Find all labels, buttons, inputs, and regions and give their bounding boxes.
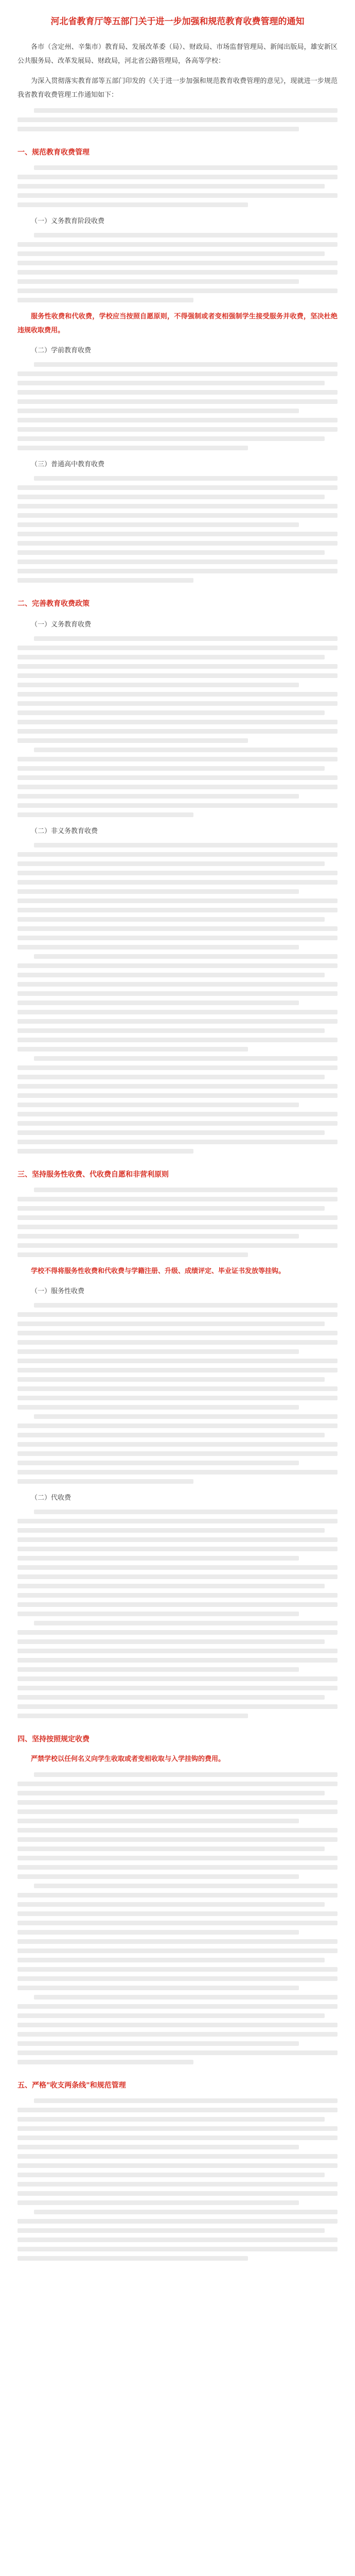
highlight-text: 严禁学校以任何名义向学生收取或者变相收取与入学挂钩的费用。	[31, 1755, 225, 1763]
subsection-heading: （一）义务教育收费	[31, 621, 92, 629]
subsection-body	[17, 1303, 338, 1484]
section-body	[17, 1188, 338, 1257]
highlight-paragraph	[17, 1264, 338, 1278]
subsection-heading: （二）非义务教育收费	[31, 827, 98, 835]
section-body	[17, 165, 338, 207]
highlight-paragraph	[17, 1752, 338, 1766]
subsection-body	[17, 636, 338, 817]
highlight-text: 服务性收费和代收费，学校应当按照自愿原则，不得强制或者变相强制学生接受服务并收费，坚决杜绝违规收取费用。	[17, 313, 338, 334]
subsection-body	[17, 843, 338, 1154]
subsection-heading: （三）普通高中教育收费	[31, 461, 105, 468]
highlight-text: 学校不得将服务性收费和代收费与学籍注册、升级、成绩评定、毕业证书发放等挂钩。	[31, 1267, 286, 1275]
subsection-body	[17, 1510, 338, 1718]
section-heading: 三、坚持服务性收费、代收费自愿和非营利原则	[17, 1171, 169, 1179]
section-body	[17, 1772, 338, 2064]
section-body	[17, 2098, 338, 2261]
subsection-heading: （二）代收费	[31, 1494, 72, 1502]
subsection-body	[17, 476, 338, 583]
subsection-heading: （一）服务性收费	[31, 1287, 85, 1295]
subsection-body	[17, 362, 338, 450]
document-title: 河北省教育厅等五部门关于进一步加强和规范教育收费管理的通知	[50, 16, 305, 27]
intro-paragraph: 为深入贯彻落实教育部等五部门印发的《关于进一步加强和规范教育收费管理的意见》，现就进一步规范我省教育收费管理工作通知如下：	[17, 77, 338, 99]
intro-body	[17, 108, 338, 131]
section-heading: 五、严格"收支两条线"和规范管理	[17, 2081, 126, 2090]
section-heading: 一、规范教育收费管理	[17, 148, 90, 157]
subsection-heading: （二）学前教育收费	[31, 347, 92, 354]
highlight-paragraph	[17, 310, 338, 337]
subsection-body	[17, 233, 338, 302]
section-heading: 四、坚持按照规定收费	[17, 1735, 90, 1743]
recipients: 各市（含定州、辛集市）教育局、发展改革委（局）、财政局、市场监督管理局、新闻出版局，雄安新区公共服务局、改革发展局、财政局，河北省公路管理局，各高等学校：	[17, 43, 338, 65]
section-heading: 二、完善教育收费政策	[17, 600, 90, 608]
subsection-heading: （一）义务教育阶段收费	[31, 217, 105, 225]
